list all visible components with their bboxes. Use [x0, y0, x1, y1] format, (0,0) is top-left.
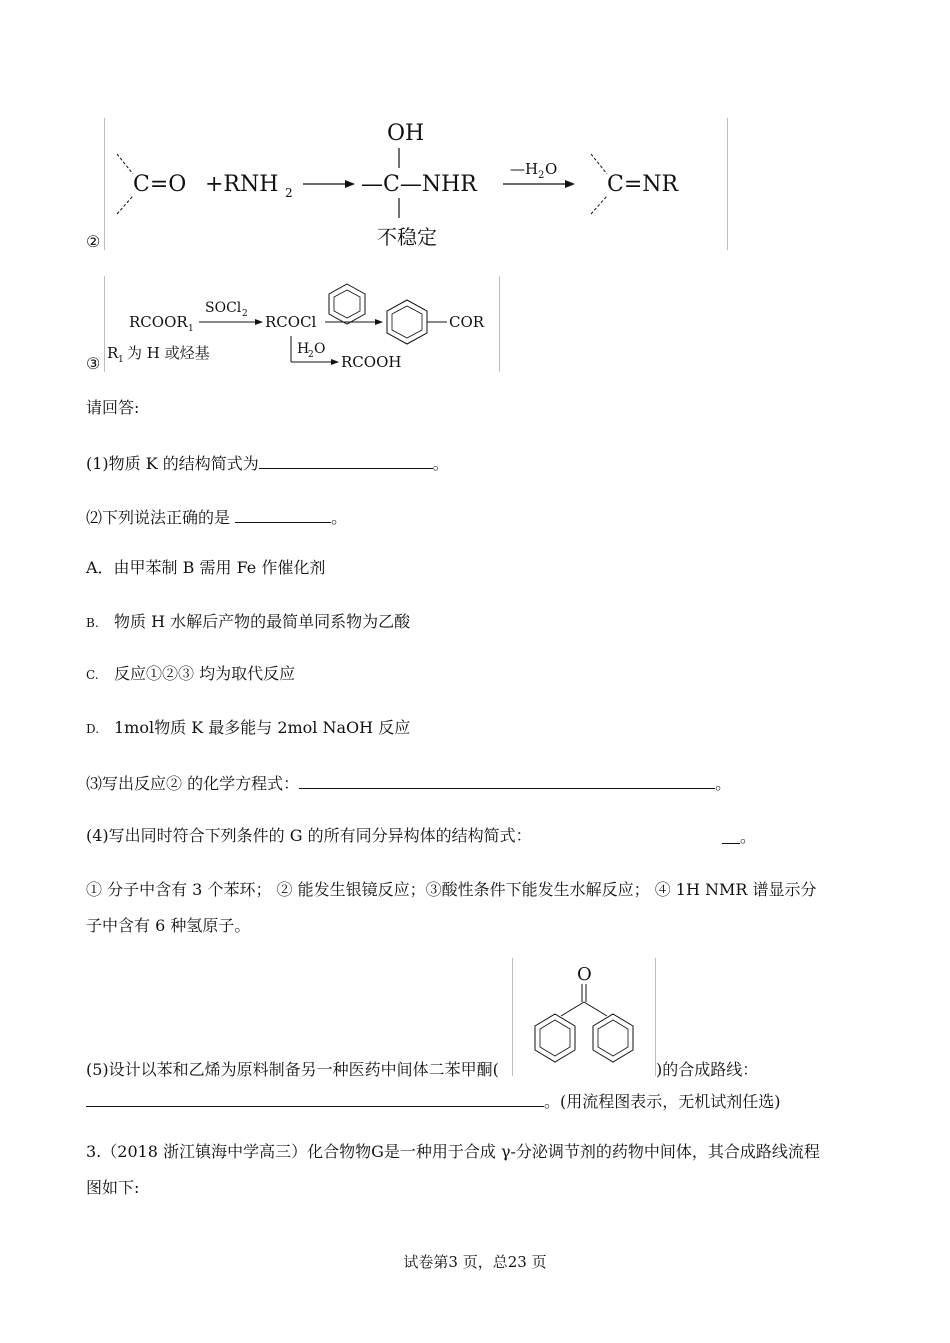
- answer-blank-1[interactable]: [259, 452, 433, 469]
- acid-text: RCOOH: [341, 353, 402, 371]
- answer-blank-4-line: [722, 843, 740, 844]
- reaction-3-marker: ③: [86, 354, 101, 373]
- question-3-end: 。: [715, 774, 732, 793]
- imine-text: C=NR: [607, 172, 679, 197]
- unstable-label: 不稳定: [377, 225, 437, 249]
- reaction-2-scheme: [105, 118, 727, 250]
- arrow-head: [565, 180, 575, 188]
- condition-line-2: 子中含有 6 种氢原子。: [86, 916, 251, 935]
- reagent-h2o-o: O: [314, 341, 326, 357]
- question-5-mid: )的合成路线：: [656, 1060, 759, 1079]
- question-1-end: 。: [432, 454, 449, 473]
- reagent-h2o-sub: 2: [308, 350, 314, 360]
- option-b-label: B.: [86, 616, 99, 630]
- benzene-ring-left: [535, 1014, 575, 1062]
- bond-wavy: [591, 196, 607, 214]
- question-3-text: ⑶写出反应② 的化学方程式：: [86, 774, 300, 793]
- reagent-socl2: SOCl: [205, 300, 242, 316]
- benzophenone-figure: [512, 958, 656, 1076]
- option-b-text: 物质 H 水解后产物的最简单同系物为乙酸: [114, 612, 411, 631]
- option-d: [86, 718, 410, 739]
- benzene-ring: [387, 300, 427, 344]
- benzene-inner: [598, 1020, 628, 1056]
- arrow-head: [345, 180, 355, 188]
- answer-blank-5[interactable]: [86, 1090, 544, 1107]
- reaction-2-marker: ②: [86, 232, 101, 251]
- reagent-socl2-sub: 2: [242, 309, 248, 319]
- option-a: A．由甲苯制 B 需用 Fe 作催化剂: [86, 558, 326, 577]
- arrow-head: [331, 359, 339, 365]
- benzophenone-structure: [513, 958, 655, 1076]
- question-4-end: 。: [740, 827, 757, 846]
- bond-wavy: [591, 154, 607, 174]
- question-2-text: ⑵下列说法正确的是: [86, 508, 231, 527]
- acyl-chloride-text: RCOCl: [265, 313, 317, 331]
- intermediate-text: —C—NHR: [361, 172, 477, 197]
- bond-line: [561, 1002, 584, 1016]
- carbonyl-oxygen: O: [577, 964, 592, 985]
- condition-line-1: ① 分子中含有 3 个苯环； ② 能发生银镜反应；③酸性条件下能发生水解反应； ④ 1H NMR 谱显示分: [86, 880, 817, 899]
- page-footer: 试卷第3 页，总23 页: [403, 1253, 547, 1271]
- arrow-head: [255, 319, 263, 325]
- reaction-2-figure: [104, 118, 728, 250]
- reaction-3-figure: [104, 276, 500, 372]
- amine-sub: 2: [285, 186, 293, 200]
- oh-text: OH: [387, 121, 425, 146]
- option-c-label: C.: [86, 668, 99, 682]
- reaction-3-scheme: [105, 276, 499, 372]
- ester-sub: 1: [188, 324, 194, 334]
- amine-text: +RNH: [205, 172, 279, 197]
- benzene-inner: [540, 1020, 570, 1056]
- question-1-text: (1)物质 K 的结构简式为: [86, 454, 259, 473]
- question-5-end: 。(用流程图表示，无机试剂任选): [544, 1092, 781, 1111]
- benzene-ring-right: [593, 1014, 633, 1062]
- question-5-text: (5)设计以苯和乙烯为原料制备另一种医药中间体二苯甲酮(: [86, 1060, 499, 1079]
- dehydration-text: —H: [510, 160, 539, 178]
- bond-wavy: [117, 196, 133, 214]
- note-r: R: [107, 344, 119, 362]
- question-2-end: 。: [331, 508, 348, 527]
- option-c: [86, 664, 295, 685]
- ketone-text: C=O: [133, 172, 187, 197]
- note-sub: 1: [118, 355, 124, 365]
- ester-text: RCOOR: [129, 313, 188, 331]
- question-6-line-2: 图如下:: [86, 1178, 140, 1197]
- question-5-answer: [86, 1090, 781, 1112]
- benzene-inner: [334, 290, 360, 318]
- question-1: [86, 452, 449, 474]
- reagent-h2o: H: [297, 341, 310, 357]
- benzene-inner: [392, 306, 422, 338]
- question-2: [86, 506, 347, 528]
- note-text: 为 H 或烃基: [127, 344, 210, 362]
- option-d-label: D.: [86, 722, 100, 736]
- answer-blank-3[interactable]: [299, 772, 715, 789]
- arrow-head: [375, 319, 383, 325]
- dehydration-o: O: [545, 160, 558, 178]
- question-4: (4)写出同时符合下列条件的 G 的所有同分异构体的结构简式：: [86, 826, 532, 845]
- answer-blank-2[interactable]: [235, 506, 331, 523]
- bond-wavy: [117, 154, 133, 174]
- option-d-text: 1mol物质 K 最多能与 2mol NaOH 反应: [114, 718, 411, 737]
- question-3: [86, 772, 731, 794]
- dehydration-sub: 2: [538, 170, 545, 181]
- bond-line: [584, 1002, 607, 1016]
- ketone-product-text: COR: [449, 313, 485, 331]
- option-c-text: 反应①②③ 均为取代反应: [114, 664, 296, 683]
- answer-prompt: 请回答:: [86, 398, 140, 417]
- option-b: [86, 612, 410, 633]
- question-6-line-1: 3.（2018 浙江镇海中学高三）化合物物G是一种用于合成 γ-分泌调节剂的药物中间体，其合成路线流程: [86, 1142, 820, 1161]
